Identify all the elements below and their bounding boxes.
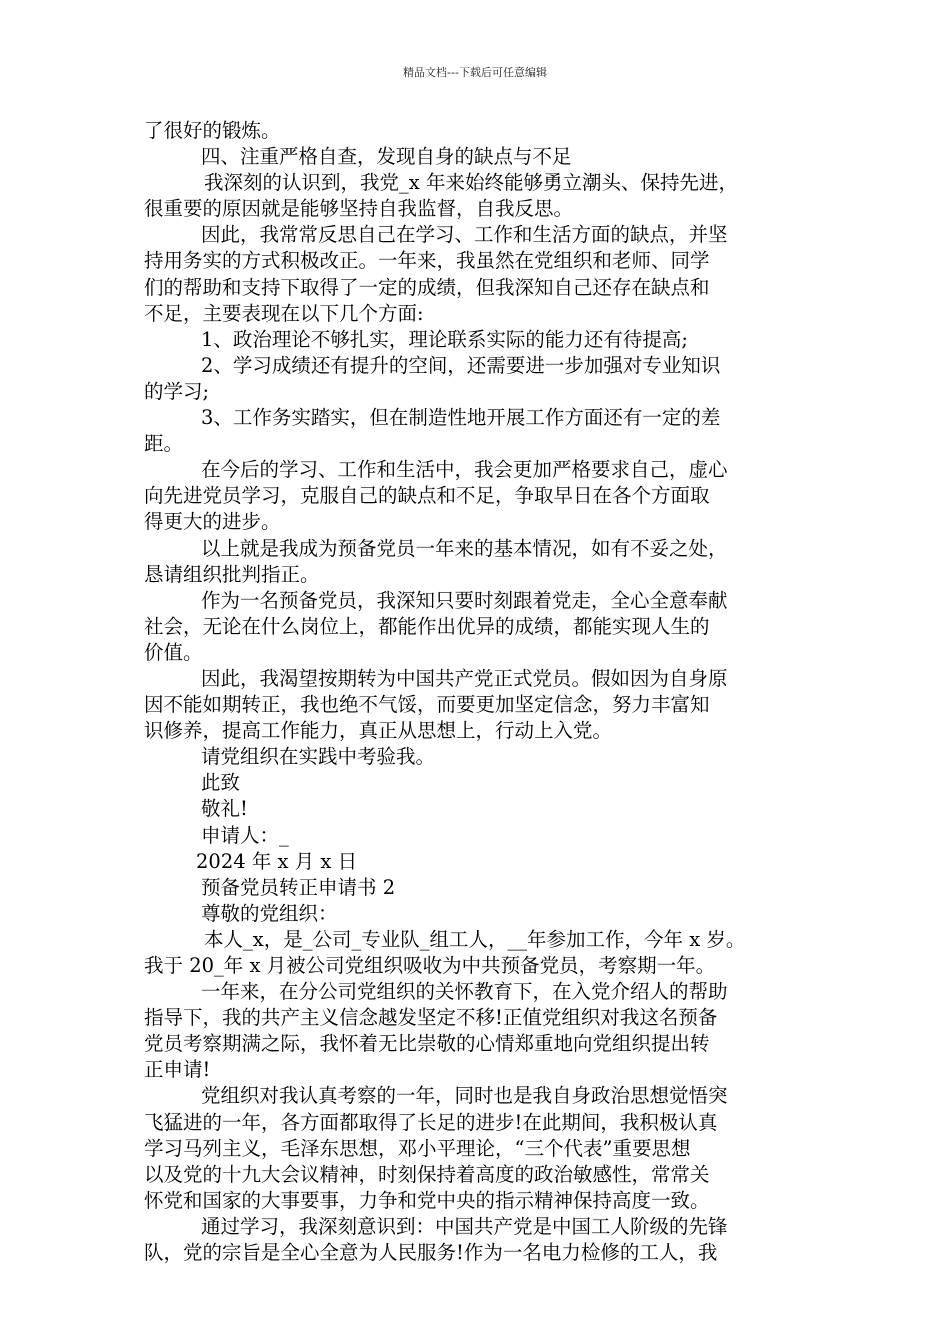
document-title: 预备党员转正申请书 2	[201, 875, 396, 899]
text-line: 恳请组织批判指正。	[144, 562, 320, 586]
text-line: 很重要的原因就是能够坚持自我监督，自我反思。	[144, 197, 574, 221]
text-line: 怀党和国家的大事要事，力争和党中央的指示精神保持高度一致。	[144, 1188, 710, 1212]
text-line: 我深刻的认识到，我党_x 年来始终能够勇立潮头、保持先进，	[204, 171, 738, 195]
text-line: 因不能如期转正，我也绝不气馁，而要更加坚定信念，努力丰富知	[144, 693, 710, 717]
section-heading: 四、注重严格自查，发现自身的缺点与不足	[201, 145, 572, 169]
page-header: 精品文档---下载后可任意编辑	[403, 66, 547, 79]
text-line: 因此，我渴望按期转为中国共产党正式党员。假如因为自身原	[201, 666, 728, 690]
closing-salutation: 此致	[201, 771, 241, 795]
text-line: 识修养，提高工作能力，真正从思想上，行动上入党。	[144, 719, 613, 743]
text-line: 学习马列主义，毛泽东思想，邓小平理论，“三个代表”重要思想	[144, 1136, 691, 1160]
text-line: 以及党的十九大会议精神，时刻保持着高度的政治敏感性，常常关	[144, 1162, 710, 1186]
text-line: 价值。	[144, 640, 203, 664]
text-line: 因此，我常常反思自己在学习、工作和生活方面的缺点，并坚	[201, 223, 728, 247]
text-line: 向先进党员学习，克服自己的缺点和不足，争取早日在各个方面取	[144, 484, 710, 508]
text-line: 不足，主要表现在以下几个方面:	[144, 301, 424, 325]
text-line: 的学习;	[144, 379, 210, 403]
list-item: 1、政治理论不够扎实，理论联系实际的能力还有待提高;	[201, 327, 688, 351]
text-line: 社会，无论在什么岗位上，都能作出优异的成绩，都能实现人生的	[144, 614, 710, 638]
text-line: 指导下，我的共产主义信念越发坚定不移!正值党组织对我这名预备	[144, 1006, 718, 1030]
applicant-signature: 申请人：_	[201, 823, 289, 847]
text-line: 距。	[144, 432, 184, 456]
list-item: 2、学习成绩还有提升的空间，还需要进一步加强对专业知识	[201, 353, 721, 377]
text-line: 一年来，在分公司党组织的关怀教育下，在入党介绍人的帮助	[201, 980, 728, 1004]
text-line: 党组织对我认真考察的一年，同时也是我自身政治思想觉悟突	[201, 1084, 728, 1108]
closing-regards: 敬礼!	[201, 797, 248, 821]
text-line: 作为一名预备党员，我深知只要时刻跟着党走，全心全意奉献	[201, 588, 728, 612]
greeting: 尊敬的党组织：	[201, 901, 338, 925]
text-line: 队，党的宗旨是全心全意为人民服务!作为一名电力检修的工人，我	[144, 1241, 718, 1265]
text-line: 在今后的学习、工作和生活中，我会更加严格要求自己，虚心	[201, 458, 728, 482]
list-item: 3、工作务实踏实，但在制造性地开展工作方面还有一定的差	[201, 406, 721, 430]
document-body	[144, 118, 808, 1266]
text-line: 通过学习，我深刻意识到：中国共产党是中国工人阶级的先锋	[201, 1214, 728, 1238]
text-line: 以上就是我成为预备党员一年来的基本情况，如有不妥之处，	[201, 536, 728, 560]
text-line: 正申请!	[144, 1058, 211, 1082]
text-line: 飞猛进的一年，各方面都取得了长足的进步!在此期间，我积极认真	[144, 1110, 718, 1134]
letter-date: 2024 年 x 月 x 日	[196, 849, 358, 873]
text-line: 得更大的进步。	[144, 510, 281, 534]
text-line: 党员考察期满之际，我怀着无比崇敬的心情郑重地向党组织提出转	[144, 1032, 710, 1056]
text-line: 请党组织在实践中考验我。	[201, 745, 436, 769]
text-line: 了很好的锻炼。	[144, 119, 281, 142]
text-line: 我于 20_年 x 月被公司党组织吸收为中共预备党员，考察期一年。	[144, 954, 716, 977]
text-line: 持用务实的方式积极改正。一年来，我虽然在党组织和老师、同学	[144, 249, 710, 273]
text-line: 们的帮助和支持下取得了一定的成绩，但我深知自己还存在缺点和	[144, 275, 710, 299]
text-line: 本人_x，是_公司_专业队_组工人，__年参加工作，今年 x 岁。	[204, 927, 746, 951]
